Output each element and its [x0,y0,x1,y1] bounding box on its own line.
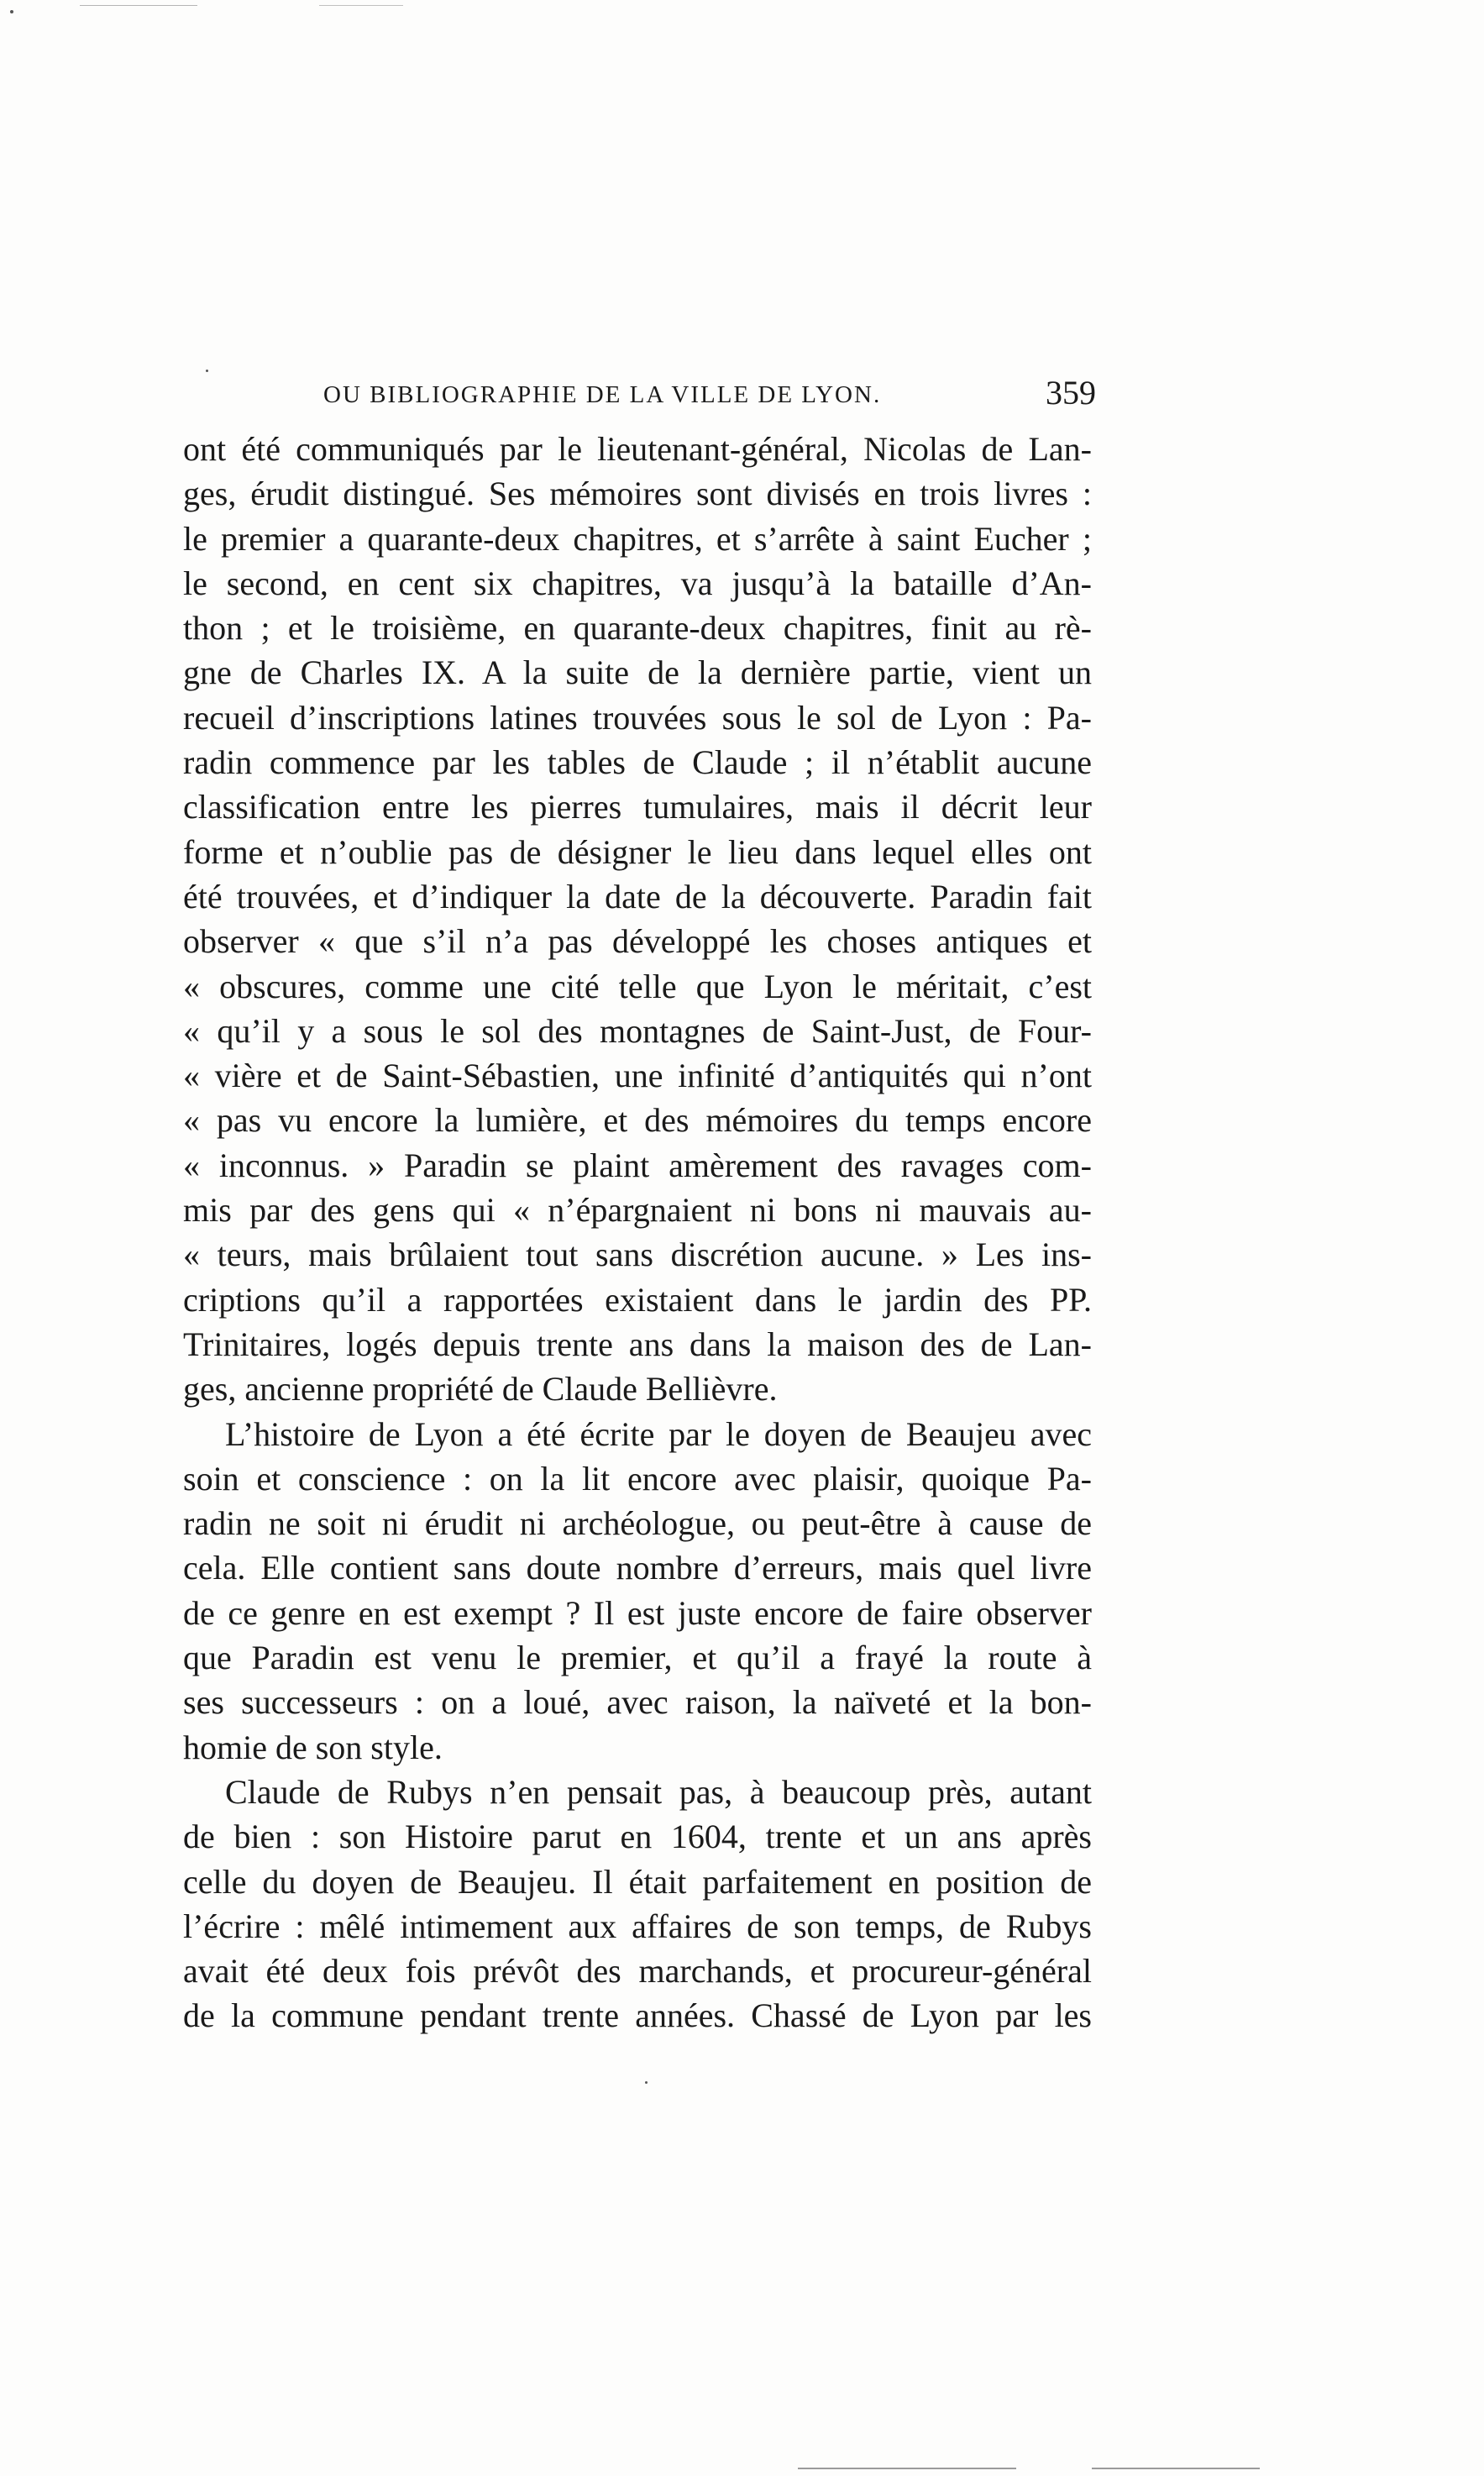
text-line: recueil d’inscriptions latines trouvées sous le sol de Lyon : Pa- [183,698,1092,737]
text-line: mis par des gens qui « n’épargnaient ni bons ni mauvais au- [183,1191,1092,1230]
text-line: radin ne soit ni érudit ni archéologue, ou peut-être à cause de [183,1504,1092,1543]
text-line: thon ; et le troisième, en quarante-deux chapitres, finit au rè- [183,609,1092,648]
text-line: le second, en cent six chapitres, va jusqu’à la bataille d’An- [183,564,1092,602]
scan-edge-mark [798,2468,1016,2469]
text-line: radin commence par les tables de Claude ; il n’établit aucune [183,743,1092,782]
scan-edge-mark [1092,2468,1260,2469]
text-line: été trouvées, et d’indiquer la date de la découverte. Paradin fait [183,877,1092,915]
text-line: de la commune pendant trente années. Chassé de Lyon par les [183,1996,1092,2035]
text-line: que Paradin est venu le premier, et qu’il a frayé la route à [183,1639,1092,1677]
text-line: l’écrire : mêlé intimement aux affaires de son temps, de Rubys [183,1907,1092,1945]
text-line: soin et conscience : on la lit encore avec plaisir, quoique Pa- [183,1459,1092,1498]
text-line: criptions qu’il a rapportées existaient dans le jardin des PP. [183,1280,1092,1319]
text-line: ses successeurs : on a loué, avec raison, la naïveté et la bon- [183,1683,1092,1722]
text-line: homie de son style. [183,1728,443,1766]
text-line: cela. Elle contient sans doute nombre d’erreurs, mais quel livre [183,1549,1092,1587]
text-line: avait été deux fois prévôt des marchands, et procureur-général [183,1952,1092,1991]
text-line: celle du doyen de Beaujeu. Il était parfaitement en position de [183,1862,1092,1901]
text-line: le premier a quarante-deux chapitres, et s’arrête à saint Eucher ; [183,519,1092,558]
text-line: classification entre les pierres tumulaires, mais il décrit leur [183,788,1092,826]
text-line: ont été communiqués par le lieutenant-général, Nicolas de Lan- [183,430,1092,468]
text-line: « obscures, comme une cité telle que Lyon le méritait, c’est [183,967,1092,1005]
text-line: observer « que s’il n’a pas développé les choses antiques et [183,922,1092,961]
text-line: gne de Charles IX. A la suite de la dernière partie, vient un [183,653,1092,692]
scan-edge-mark [319,5,403,6]
text-line: de bien : son Histoire parut en 1604, trente et un ans après [183,1818,1092,1856]
text-line: L’histoire de Lyon a été écrite par le doyen de Beaujeu avec [225,1414,1092,1453]
text-line: forme et n’oublie pas de désigner le lieu dans lequel elles ont [183,832,1092,871]
body-text [183,427,1092,2038]
text-line: de ce genre en est exempt ? Il est juste encore de faire observer [183,1593,1092,1632]
text-line: Claude de Rubys n’en pensait pas, à beaucoup près, autant [225,1772,1092,1811]
page-number: 359 [1046,374,1096,412]
paper-speck [10,10,13,13]
text-line: « vière et de Saint-Sébastien, une infinité d’antiquités qui n’ont [183,1057,1092,1095]
text-line: Trinitaires, logés depuis trente ans dans la maison des de Lan- [183,1325,1092,1363]
text-line: « qu’il y a sous le sol des montagnes de Saint-Just, de Four- [183,1011,1092,1050]
text-line: ges, érudit distingué. Ses mémoires sont divisés en trois livres : [183,475,1092,513]
running-title: OU BIBLIOGRAPHIE DE LA VILLE DE LYON. [323,381,882,408]
paper-speck [206,370,208,372]
running-head [323,370,1096,420]
text-line: « inconnus. » Paradin se plaint amèrement des ravages com- [183,1146,1092,1184]
text-line: « teurs, mais brûlaient tout sans discrétion aucune. » Les ins- [183,1235,1092,1274]
scan-edge-mark [80,5,197,6]
text-line: « pas vu encore la lumière, et des mémoires du temps encore [183,1101,1092,1140]
paper-speck [645,2081,648,2084]
text-line: ges, ancienne propriété de Claude Bellièvre. [183,1370,778,1408]
